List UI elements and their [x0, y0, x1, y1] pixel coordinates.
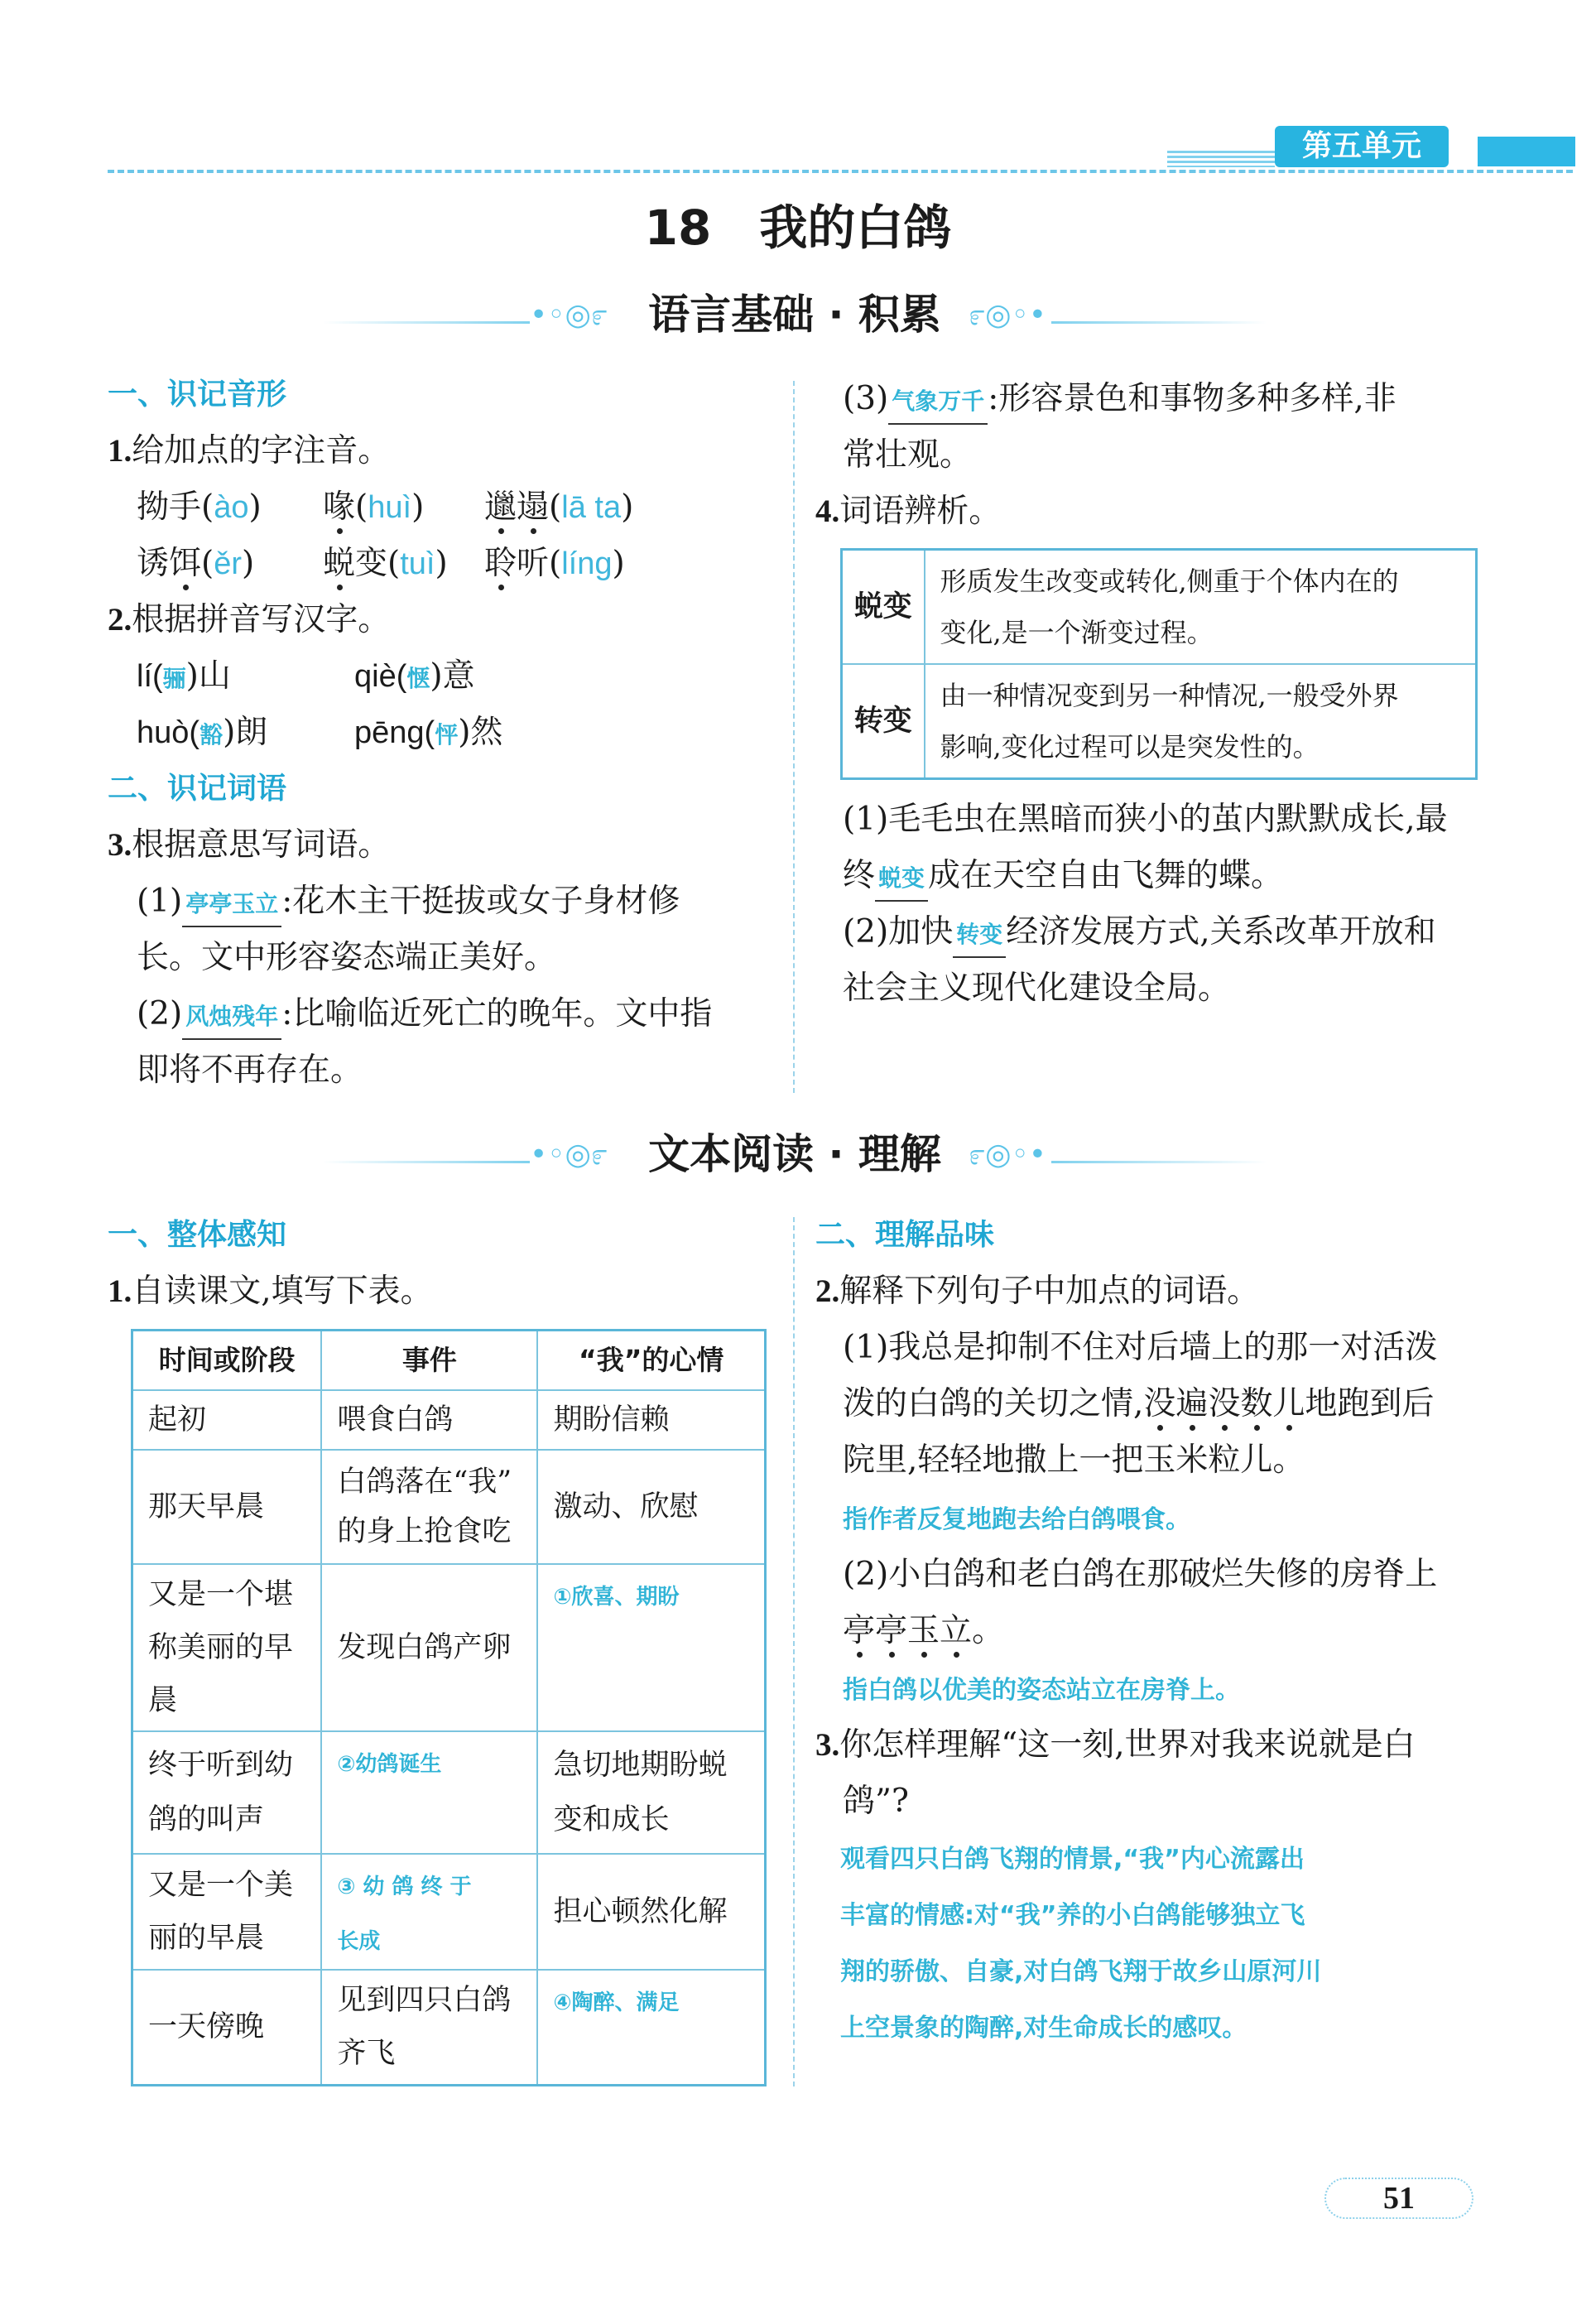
answer-3-line2: 丰富的情感:对“我”养的小白鸽能够独立飞 [840, 1901, 1305, 1930]
word-answer: 蜕变 [878, 864, 925, 892]
q4-s1-line2 [843, 851, 1283, 902]
cell-mood [537, 1970, 765, 2086]
text-pre: (2)加快 [843, 913, 954, 951]
pinyin-peng [354, 708, 502, 760]
q3-3-line [843, 374, 1396, 425]
table-row [132, 1970, 766, 2086]
pinyin-prompt: lí( [137, 659, 163, 694]
q3-text: 根据意思写词语。 [132, 826, 391, 864]
section-heading-pinwei: 二、理解品味 [815, 1218, 995, 1252]
cell-line: 终于听到幼 [148, 1748, 294, 1782]
item-number: (1) [137, 883, 183, 920]
cell-line: ③ 幼 鸽 终 于 [337, 1874, 472, 1899]
dotted-char: 亭 [843, 1606, 875, 1656]
word-lata: 邋遢(lā ta) [484, 483, 633, 532]
cell-line: 齐飞 [337, 2037, 396, 2071]
cell-event [321, 1970, 537, 2086]
q2-text: 根据拼音写汉字。 [132, 601, 391, 638]
word-answer: 风烛残年 [185, 1003, 279, 1030]
def-line: 形质发生改变或转化,侧重于个体内在的 [940, 566, 1399, 597]
q1b-prompt [108, 1267, 433, 1316]
pinyin-answer: tuì [400, 546, 435, 581]
cell-event [321, 1854, 537, 1970]
q3-2-line [137, 989, 712, 1040]
table-row [132, 1731, 766, 1854]
table-word-cell: 蜕变 [842, 550, 925, 665]
q1-text: 给加点的字注音。 [132, 432, 391, 469]
banner2-title: 文本阅读 · 理解 [648, 1130, 941, 1178]
dotted-char: 遍 [1175, 1379, 1208, 1429]
q2-number: 2. [108, 602, 132, 638]
dotted-char: 玉 [907, 1606, 940, 1656]
q3b-text: 你怎样理解“这一刻,世界对我来说就是白 [839, 1726, 1416, 1764]
table-word-cell: 转变 [842, 664, 925, 779]
dotted-word [1143, 1385, 1305, 1422]
cell-event: 喂食白鸽 [321, 1390, 537, 1450]
header-time: 时间或阶段 [132, 1331, 322, 1390]
banner1-ornament-left: •◦◎೯ [530, 298, 608, 332]
s2-line2 [843, 1606, 1004, 1656]
header-bar [1478, 137, 1575, 166]
word-tuibian: 蜕变(tuì) [323, 539, 448, 589]
dotted-word [843, 1612, 972, 1649]
banner1-line-left [323, 321, 530, 324]
cell-line: 长成 [337, 1928, 381, 1954]
word-answer: 亭亭玉立 [185, 890, 279, 917]
word-aoshou: 拗手(ào) [137, 489, 262, 526]
pinyin-answer: huì [368, 490, 412, 525]
cell-line: 又是一个美 [148, 1868, 294, 1902]
cell-time [132, 1564, 322, 1731]
q3b-line1 [815, 1721, 1416, 1770]
text-post: 地跑到后 [1305, 1385, 1435, 1422]
column-divider-top [793, 381, 795, 1093]
s1-line3: 院里,轻轻地撒上一把玉米粒儿。 [843, 1441, 1305, 1479]
pinyin-answer: ěr [214, 546, 243, 581]
pinyin-qie [354, 652, 475, 704]
word-rest: )山 [185, 657, 231, 695]
unit-label: 第五单元 [1301, 129, 1421, 163]
banner2-line-right [1051, 1161, 1267, 1163]
cell-mood: 期盼信赖 [537, 1390, 765, 1450]
table-row [132, 1450, 766, 1564]
answer-3-line4: 上空景象的陶醉,对生命成长的感叹。 [840, 2014, 1247, 2043]
q1b-number: 1. [108, 1273, 132, 1309]
word-youer: 诱饵(ěr) [137, 539, 254, 589]
q4-s1-line1: (1)毛毛虫在黑暗而狭小的茧内默默成长,最 [843, 801, 1448, 838]
cell-line: 变和成长 [553, 1802, 670, 1836]
item-number: (2) [137, 995, 183, 1032]
cell-mood [537, 1731, 765, 1854]
s1-line2 [843, 1379, 1435, 1429]
cell-time: 起初 [132, 1390, 322, 1450]
q3-number: 3. [108, 827, 132, 863]
hanzi-answer: 豁 [200, 721, 224, 748]
table-def-cell [925, 664, 1477, 779]
answer-3-line1: 观看四只白鸽飞翔的情景,“我”内心流露出 [840, 1845, 1305, 1874]
s2-line1: (2)小白鸽和老白鸽在那破烂失修的房脊上 [843, 1556, 1438, 1593]
q3-prompt [108, 821, 390, 870]
header-dashed-rule [108, 170, 1573, 173]
answer-1: 指作者反复地跑去给白鸽喂食。 [843, 1505, 1190, 1534]
definition-text: :比喻临近死亡的晚年。文中指 [281, 995, 713, 1032]
page-number: 51 [1383, 2181, 1415, 2216]
q3b-number: 3. [815, 1727, 840, 1763]
cell-line: 的身上抢食吃 [337, 1514, 512, 1548]
cell-line: 晨 [148, 1683, 178, 1717]
q1-prompt [108, 426, 390, 476]
answer-2: 指白鸽以优美的姿态站立在房脊上。 [843, 1676, 1240, 1705]
text-post: 经济发展方式,关系改革开放和 [1006, 913, 1436, 951]
s1-line1: (1)我总是抑制不住对后墙上的那一对活泼 [843, 1329, 1438, 1366]
dotted-char: 亭 [875, 1606, 907, 1656]
cell-event [321, 1450, 537, 1564]
event-answer: ②幼鸽诞生 [337, 1751, 442, 1777]
section-heading-yinxing: 一、识记音形 [108, 378, 287, 412]
cell-mood: 担心顿然化解 [537, 1854, 765, 1970]
cell-mood: 激动、欣慰 [537, 1450, 765, 1564]
dotted-char: 立 [940, 1606, 972, 1656]
mood-answer: ④陶醉、满足 [553, 1990, 680, 2015]
banner2-line-left [323, 1161, 530, 1163]
q4-text: 词语辨析。 [839, 493, 1002, 530]
q4-prompt [815, 487, 1001, 537]
banner2-ornament-right: ೯◎◦• [969, 1138, 1047, 1172]
answer-3-line3: 翔的骄傲、自豪,对白鸽飞翔于故乡山原河川 [840, 1957, 1322, 1986]
definition-text: :花木主干挺拔或女子身材修 [281, 883, 680, 920]
item-number: (3) [843, 380, 889, 417]
header-event: 事件 [321, 1331, 537, 1390]
banner1-line-right [1051, 321, 1267, 324]
q3-3-cont: 常壮观。 [843, 436, 973, 474]
table-row [842, 664, 1477, 779]
cell-line: 又是一个堪 [148, 1577, 294, 1611]
banner1-title: 语言基础 · 积累 [648, 291, 941, 339]
word-compare-table [840, 548, 1478, 780]
pinyin-answer: líng [561, 546, 613, 581]
unit-badge [1275, 126, 1449, 167]
word-lingting: 聆听(líng) [484, 539, 625, 589]
hanzi-answer: 怦 [435, 721, 459, 748]
pinyin-prompt: huò( [137, 715, 200, 750]
word-rest: )朗 [223, 714, 268, 751]
table-row [132, 1390, 766, 1450]
q3-1-cont: 长。文中形容姿态端正美好。 [137, 939, 557, 976]
q1b-text: 自读课文,填写下表。 [132, 1273, 433, 1310]
hanzi-answer: 骊 [162, 665, 186, 692]
header-mood: “我”的心情 [537, 1331, 765, 1390]
pinyin-answer: ào [214, 490, 249, 525]
cell-event [321, 1731, 537, 1854]
cell-line: 急切地期盼蜕 [553, 1748, 728, 1782]
text-pre: 终 [843, 857, 876, 894]
q3b-line2: 鸽”? [843, 1783, 909, 1820]
definition-text: :形容景色和事物多种多样,非 [988, 380, 1396, 417]
cell-line: 丽的早晨 [148, 1921, 265, 1955]
q2b-number: 2. [815, 1273, 840, 1309]
q2b-text: 解释下列句子中加点的词语。 [839, 1273, 1260, 1310]
reading-table [131, 1329, 767, 2086]
column-divider-bottom [793, 1217, 795, 2086]
q2b-prompt [815, 1267, 1259, 1316]
dotted-char: 数 [1240, 1379, 1272, 1429]
text-post: 成在天空自由飞舞的蝶。 [928, 857, 1284, 894]
table-def-cell [925, 550, 1477, 665]
pinyin-prompt: qiè( [354, 659, 407, 694]
cell-time [132, 1854, 322, 1970]
cell-event: 发现白鸽产卵 [321, 1564, 537, 1731]
banner1-ornament-right: ೯◎◦• [969, 298, 1047, 332]
word-answer: 气象万千 [892, 387, 985, 415]
def-line: 变化,是一个渐变过程。 [940, 617, 1214, 648]
table-row [842, 550, 1477, 665]
q4-s2-line2: 社会主义现代化建设全局。 [843, 970, 1231, 1007]
cell-time: 一天傍晚 [132, 1970, 322, 2086]
table-row [132, 1564, 766, 1731]
cell-line: 鸽的叫声 [148, 1802, 265, 1836]
section-heading-ganzhi: 一、整体感知 [108, 1218, 287, 1252]
cell-mood [537, 1564, 765, 1731]
pinyin-answer: lā ta [561, 490, 622, 525]
dotted-char: 儿 [1272, 1379, 1305, 1429]
def-line: 由一种情况变到另一种情况,一般受外界 [940, 680, 1399, 711]
lesson-title: 18 我的白鸽 [644, 200, 952, 256]
q3-2-cont: 即将不再存在。 [137, 1052, 363, 1089]
hanzi-answer: 惬 [406, 665, 430, 692]
table-header-row [132, 1331, 766, 1390]
event-answer [337, 1860, 522, 1969]
q3-1-line [137, 877, 680, 927]
banner2-ornament-left: •◦◎೯ [530, 1138, 608, 1172]
word-rest: )然 [458, 714, 503, 751]
def-line: 影响,变化过程可以是突发性的。 [940, 731, 1320, 763]
text-post: 。 [972, 1612, 1005, 1649]
cell-time: 那天早晨 [132, 1450, 322, 1564]
header-stripes [1167, 151, 1275, 167]
word-answer: 转变 [956, 921, 1003, 948]
q4-s2-line1 [843, 907, 1436, 958]
dotted-char: 没 [1143, 1379, 1175, 1429]
cell-line: 称美丽的早 [148, 1630, 294, 1664]
word-hui: 喙(huì) [323, 483, 424, 532]
word-rest: )意 [430, 657, 475, 695]
pinyin-huo [137, 708, 267, 760]
q4-number: 4. [815, 493, 840, 529]
section-heading-ciyu: 二、识记词语 [108, 772, 287, 806]
q2-prompt [108, 595, 390, 645]
cell-time [132, 1731, 322, 1854]
mood-answer: ①欣喜、期盼 [553, 1584, 680, 1610]
text-pre: 泼的白鸽的关切之情, [843, 1385, 1144, 1422]
table-row [132, 1854, 766, 1970]
pinyin-prompt: pēng( [354, 715, 435, 750]
q1-number: 1. [108, 433, 132, 469]
cell-line: 见到四只白鸽 [337, 1984, 512, 2018]
cell-line: 白鸽落在“我” [337, 1465, 512, 1499]
dotted-char: 没 [1208, 1379, 1240, 1429]
pinyin-li [137, 652, 231, 704]
